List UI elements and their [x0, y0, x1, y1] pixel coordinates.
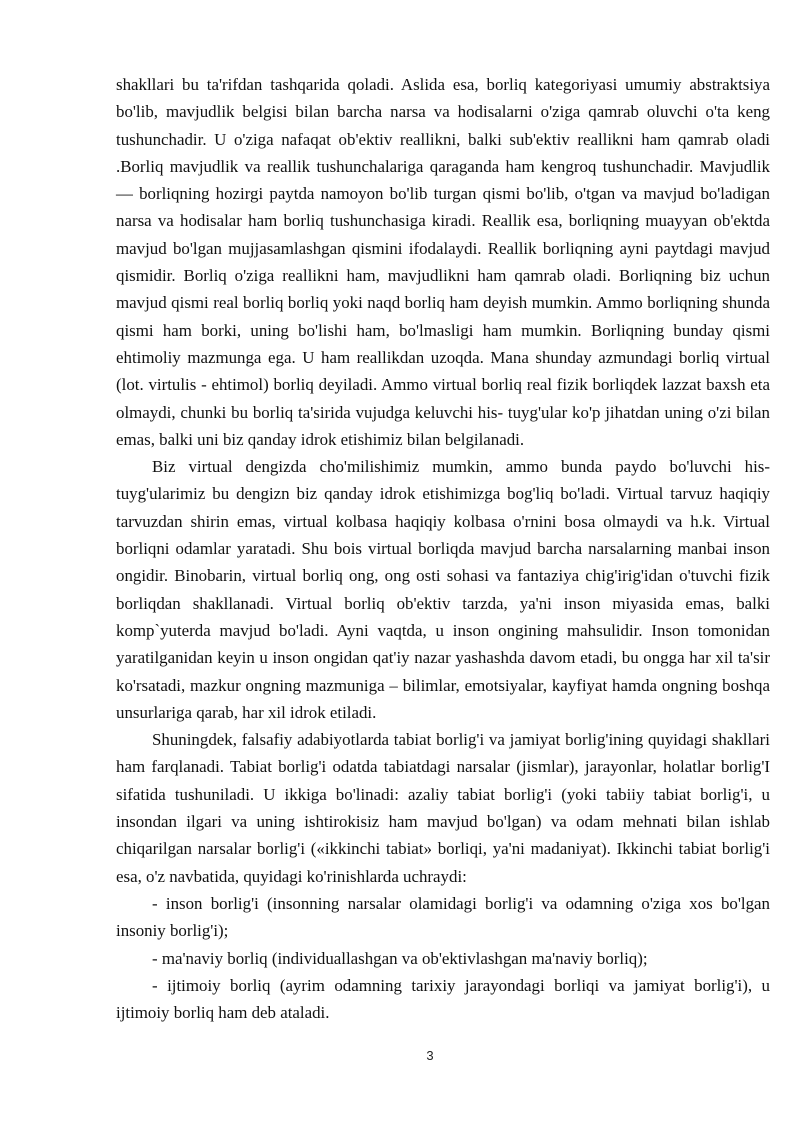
document-page	[116, 71, 770, 1026]
paragraph-3: Shuningdek, falsafiy adabiyotlarda tabiat borlig'i va jamiyat borlig'ining quyidagi shakllari ham farqlanadi. Tabiat borlig'i odatda tabiatdagi narsalar (jismlar), jarayonlar, holatlar borlig'I sifatida tushuniladi. U ikkiga bo'linadi: azaliy tabiat borlig'i (yoki tabiiy tabiat borlig'i, u insondan ilgari va uning ishtirokisiz ham mavjud bo'lgan) va odam mehnati bilan ishlab chiqarilgan narsalar borlig'i («ikkinchi tabiat» borliqi, ya'ni madaniyat). Ikkinchi tabiat borlig'i esa, o'z navbatida, quyidagi ko'rinishlarda uchraydi:	[116, 730, 770, 886]
page-number: 3	[426, 1048, 434, 1063]
paragraph-2: Biz virtual dengizda cho'milishimiz mumkin, ammo bunda paydo bo'luvchi his-tuyg'ularimiz bu dengizn biz qanday idrok etishimizga bog'liq bo'ladi. Virtual tarvuz haqiqiy tarvuzdan shirin emas, virtual kolbasa haqiqiy kolbasa o'rnini bosa olmaydi va h.k. Virtual borliqni odamlar yaratadi. Shu bois virtual borliqda mavjud barcha narsalarning manbai inson ongidir. Binobarin, virtual borliq ong, ong osti sohasi va fantaziya chig'irig'idan o'tuvchi fizik borliqdan shakllanadi. Virtual borliq ob'ektiv tarzda, ya'ni inson miyasida emas, balki komp`yuterda mavjud bo'ladi. Ayni vaqtda, u inson ongining mahsulidir. Inson tomonidan yaratilganidan keyin u inson ongidan qat'iy nazar yashashda davom etadi, bu ongga har xil ta'sir ko'rsatadi, mazkur ongning mazmuniga – bilimlar, emotsiyalar, kayfiyat hamda ongning boshqa unsurlariga qarab, har xil idrok etiladi.	[116, 457, 770, 722]
list-item-ijtimoiy-borliq: - ijtimoiy borliq (ayrim odamning tarixiy jarayondagi borliqi va jamiyat borlig'i), u ijtimoiy borliq ham deb ataladi.	[116, 975, 770, 1023]
list-item-manaviy-borliq: - ma'naviy borliq (individuallashgan va ob'ektivlashgan ma'naviy borliq);	[152, 948, 648, 968]
list-item-inson-borligi: - inson borlig'i (insonning narsalar olamidagi borlig'i va odamning o'ziga xos bo'lgan insoniy borlig'i);	[116, 893, 770, 941]
paragraph-1: shakllari bu ta'rifdan tashqarida qoladi. Aslida esa, borliq kategoriyasi umumiy abstraktsiya bo'lib, mavjudlik belgisi bilan barcha narsa va hodisalarni o'ziga qamrab oluvchi o'ta keng tushunchadir. U o'ziga nafaqat ob'ektiv reallikni, balki sub'ektiv reallikni ham qamrab oladi .Borliq mavjudlik va reallik tushunchalariga qaraganda ham kengroq tushunchadir. Mavjudlik — borliqning hozirgi paytda namoyon bo'lib turgan qismi bo'lib, o'tgan va mavjud bo'ladigan narsa va hodisalar ham borliq tushunchasiga kiradi. Reallik esa, borliqning muayyan ob'ektda mavjud bo'lgan mujjasamlashgan qismini ifodalaydi. Reallik borliqning ayni paytdagi mavjud qismidir. Borliq o'ziga reallikni ham, mavjudlikni ham qamrab oladi. Borliqning biz uchun mavjud qismi real borliq borliq yoki naqd borliq ham deyish mumkin. Ammo borliqning shunda qismi ham borki, uning bo'lishi ham, bo'lmasligi ham mumkin. Borliqning bunday qismi ehtimoliy mazmunga ega. U ham reallikdan uzoqda. Mana shunday azmundagi borliq virtual (lot. virtulis - ehtimol) borliq deyiladi. Ammo virtual borliq real fizik borliqdek lazzat baxsh eta olmaydi, chunki bu borliq ta'sirida vujudga keluvchi his- tuyg'ular ko'p jihatdan uning o'zi bilan emas, balki uni biz qanday idrok etishimiz bilan belgilanadi.	[116, 75, 770, 449]
